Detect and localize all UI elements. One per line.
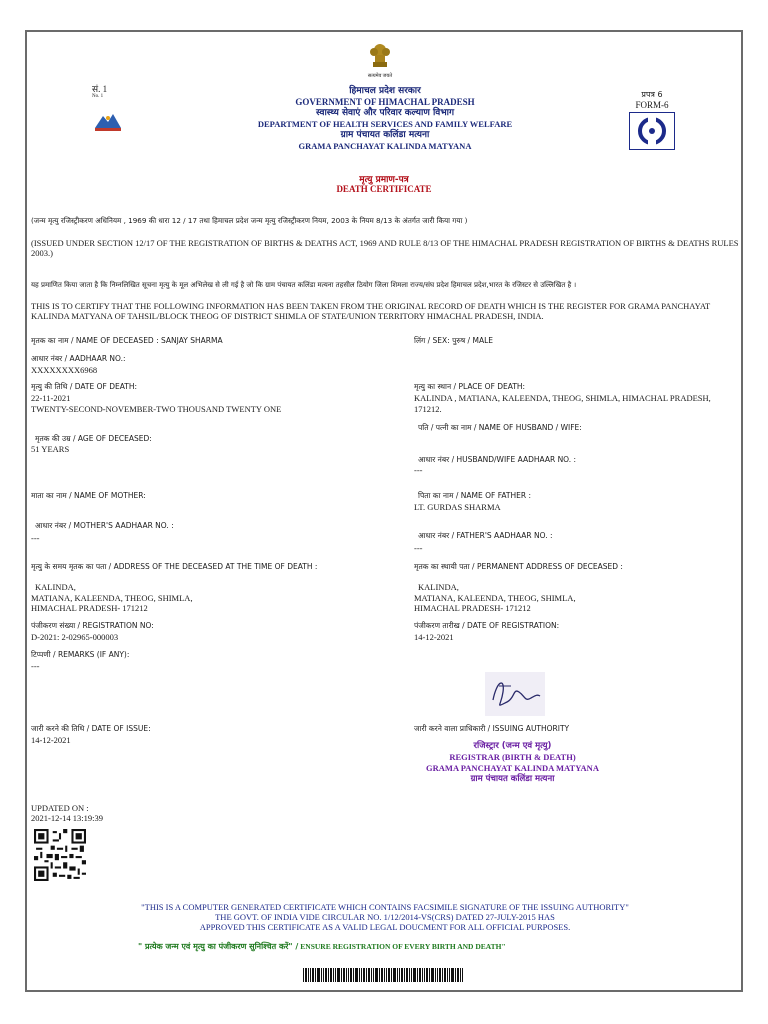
serial-number-sub: No. 1 <box>92 94 104 99</box>
date-of-death-label: मृत्यु की तिथि / DATE OF DEATH: <box>31 382 138 391</box>
barcode <box>303 968 463 982</box>
header-block <box>200 86 570 152</box>
permanent-address-line2: MATIANA, KALEENDA, THEOG, SHIMLA, <box>414 593 576 603</box>
registrar-panchayat: GRAMA PANCHAYAT KALINDA MATYANA <box>426 763 599 773</box>
footer-slogan-english: ENSURE REGISTRATION OF EVERY BIRTH AND DEATH" <box>300 942 506 951</box>
mother-aadhaar-label: आधार नंबर / MOTHER'S AADHAAR NO. : <box>35 521 174 530</box>
place-of-death-line1: KALINDA , MATIANA, KALEENDA, THEOG, SHIMLA, HIMACHAL PRADESH, <box>414 393 711 403</box>
remarks-label: टिप्पणी / REMARKS (IF ANY): <box>31 650 130 659</box>
address-at-death-line2: MATIANA, KALEENDA, THEOG, SHIMLA, <box>31 593 193 603</box>
date-of-issue-value: 14-12-2021 <box>31 735 71 745</box>
father-name-value: LT. GURDAS SHARMA <box>414 502 501 512</box>
registration-date-value: 14-12-2021 <box>414 632 454 642</box>
issuing-authority-label: जारी करने वाला प्राधिकारी / ISSUING AUTHORITY <box>414 724 570 733</box>
date-of-death-value: 22-11-2021 <box>31 393 71 403</box>
footer-disclaimer-1: "THIS IS A COMPUTER GENERATED CERTIFICATE WHICH CONTAINS FACSIMILE SIGNATURE OF THE ISSUING AUTHORITY" <box>141 902 629 912</box>
spouse-name-label: पति / पत्नी का नाम / NAME OF HUSBAND / WIFE: <box>418 423 582 432</box>
mother-name-label: माता का नाम / NAME OF MOTHER: <box>31 491 146 500</box>
dept-name-hindi: स्वास्थ्य सेवाएं और परिवार कल्याण विभाग <box>315 108 455 118</box>
aadhaar-value: XXXXXXXX6968 <box>31 365 98 375</box>
registrar-panchayat-hindi: ग्राम पंचायत कलिंडा मत्यना <box>470 774 555 784</box>
state-emblem <box>365 40 395 74</box>
certify-text-hindi: यह प्रमाणित किया जाता है कि निम्नलिखित सूचना मृत्यु के मूल अभिलेख से ली गई है जो कि ग्राम पंचायत कलिंडा मत्यना तहसील ठियोग जिला शिमला राज्य/संघ प्रदेश हिमाचल प्रदेश,भारत के रजिस्टर से उल्लिखित है । <box>31 281 577 289</box>
permanent-address-label: मृतक का स्थायी पता / PERMANENT ADDRESS OF DECEASED : <box>414 562 623 571</box>
address-at-death-line3: HIMACHAL PRADESH- 171212 <box>31 603 148 613</box>
place-of-death-line2: 171212. <box>414 404 442 414</box>
registrar-title: REGISTRAR (BIRTH & DEATH) <box>449 752 576 762</box>
updated-on-value: 2021-12-14 13:19:39 <box>31 813 104 823</box>
remarks-value: --- <box>31 661 40 671</box>
father-aadhaar-value: --- <box>414 543 423 553</box>
date-of-death-words: TWENTY-SECOND-NOVEMBER-TWO THOUSAND TWENTY ONE <box>31 404 282 414</box>
date-of-issue-label: जारी करने की तिथि / DATE OF ISSUE: <box>31 724 151 733</box>
father-name-label: पिता का नाम / NAME OF FATHER : <box>418 491 531 500</box>
registrar-title-hindi: रजिस्ट्रार (जन्म एवं मृत्यु) <box>473 741 552 751</box>
certificate-title-hindi: मृत्यु प्रमाण-पत्र <box>359 175 409 185</box>
govt-name: GOVERNMENT OF HIMACHAL PRADESH <box>295 97 475 107</box>
certify-text: THIS IS TO CERTIFY THAT THE FOLLOWING INFORMATION HAS BEEN TAKEN FROM THE ORIGINAL RECORD OF DEATH WHICH IS THE REGISTER FOR GRAMA PANCHAYAT KALINDA MATYANA OF TAHSIL/BLOCK THEOG OF DISTRICT SHIMLA OF STATE/UNION TERRITORY HIMACHAL PRADESH, INDIA. <box>31 301 711 321</box>
spouse-aadhaar-value: --- <box>414 465 423 475</box>
certificate-title: DEATH CERTIFICATE <box>336 184 432 194</box>
deceased-name: मृतक का नाम / NAME OF DECEASED : SANJAY SHARMA <box>31 336 223 345</box>
sex-field: लिंग / SEX: पुरुष / MALE <box>414 336 493 345</box>
father-aadhaar-label: आधार नंबर / FATHER'S AADHAAR NO. : <box>418 531 553 540</box>
qr-code <box>34 829 86 881</box>
panchayat-name: GRAMA PANCHAYAT KALINDA MATYANA <box>298 141 472 151</box>
address-at-death-label: मृत्यु के समय मृतक का पता / ADDRESS OF THE DECEASED AT THE TIME OF DEATH : <box>31 562 318 571</box>
govt-name-hindi: हिमाचल प्रदेश सरकार <box>349 86 421 96</box>
mother-aadhaar-value: --- <box>31 533 40 543</box>
registrar-signature <box>485 672 545 716</box>
issued-under: (ISSUED UNDER SECTION 12/17 OF THE REGISTRATION OF BIRTHS & DEATHS ACT, 1969 AND RULE 8/13 OF THE HIMACHAL PRADESH REGISTRATION OF BIRTHS & DEATHS RULES 2003.) <box>31 238 739 258</box>
form-number: FORM-6 <box>635 100 669 110</box>
form-number-hindi: प्रपत्र 6 <box>641 90 663 99</box>
permanent-address-line3: HIMACHAL PRADESH- 171212 <box>414 603 531 613</box>
registrar-block <box>400 741 625 785</box>
age-value: 51 YEARS <box>31 444 70 454</box>
footer-slogan-hindi: " प्रत्येक जन्म एवं मृत्यु का पंजीकरण सुनिश्चित करें" / <box>138 942 299 951</box>
permanent-address-line1: KALINDA, <box>418 582 459 592</box>
panchayat-name-hindi: ग्राम पंचायत कलिंडा मत्यना <box>340 130 430 140</box>
age-label: मृतक की उम्र / AGE OF DECEASED: <box>35 434 152 443</box>
footer-disclaimer-2: THE GOVT. OF INDIA VIDE CIRCULAR NO. 1/12/2014-VS(CRS) DATED 27-JULY-2015 HAS <box>215 912 555 922</box>
registration-no-value: D-2021: 2-02965-000003 <box>31 632 119 642</box>
registration-no-label: पंजीकरण संख्या / REGISTRATION NO: <box>31 621 154 630</box>
hp-govt-logo <box>93 110 123 134</box>
crs-logo <box>629 112 675 150</box>
place-of-death-label: मृत्यु का स्थान / PLACE OF DEATH: <box>414 382 526 391</box>
registration-date-label: पंजीकरण तारीख / DATE OF REGISTRATION: <box>414 621 560 630</box>
aadhaar-label: आधार नंबर / AADHAAR NO.: <box>31 354 126 363</box>
issued-under-hindi: (जन्म मृत्यु रजिस्ट्रीकरण अधिनियम , 1969 की धारा 12 / 17 तथा हिमाचल प्रदेश जन्म मृत्यु रजिस्ट्रीकरण नियम, 2003 के नियम 8/13 के अंतर्गत जारी किया गया ) <box>31 216 468 225</box>
dept-name: DEPARTMENT OF HEALTH SERVICES AND FAMILY WELFARE <box>257 119 513 129</box>
emblem-motto: सत्यमेव जयते <box>367 74 393 79</box>
spouse-aadhaar-label: आधार नंबर / HUSBAND/WIFE AADHAAR NO. : <box>418 455 577 464</box>
address-at-death-line1: KALINDA, <box>35 582 76 592</box>
serial-number: सं. 1 <box>92 84 108 94</box>
footer-slogan <box>138 941 638 952</box>
footer-disclaimer-3: APPROVED THIS CERTIFICATE AS A VALID LEGAL DOUCMENT FOR ALL OFFICIAL PURPOSES. <box>199 922 571 932</box>
updated-on-label: UPDATED ON : <box>31 803 89 813</box>
